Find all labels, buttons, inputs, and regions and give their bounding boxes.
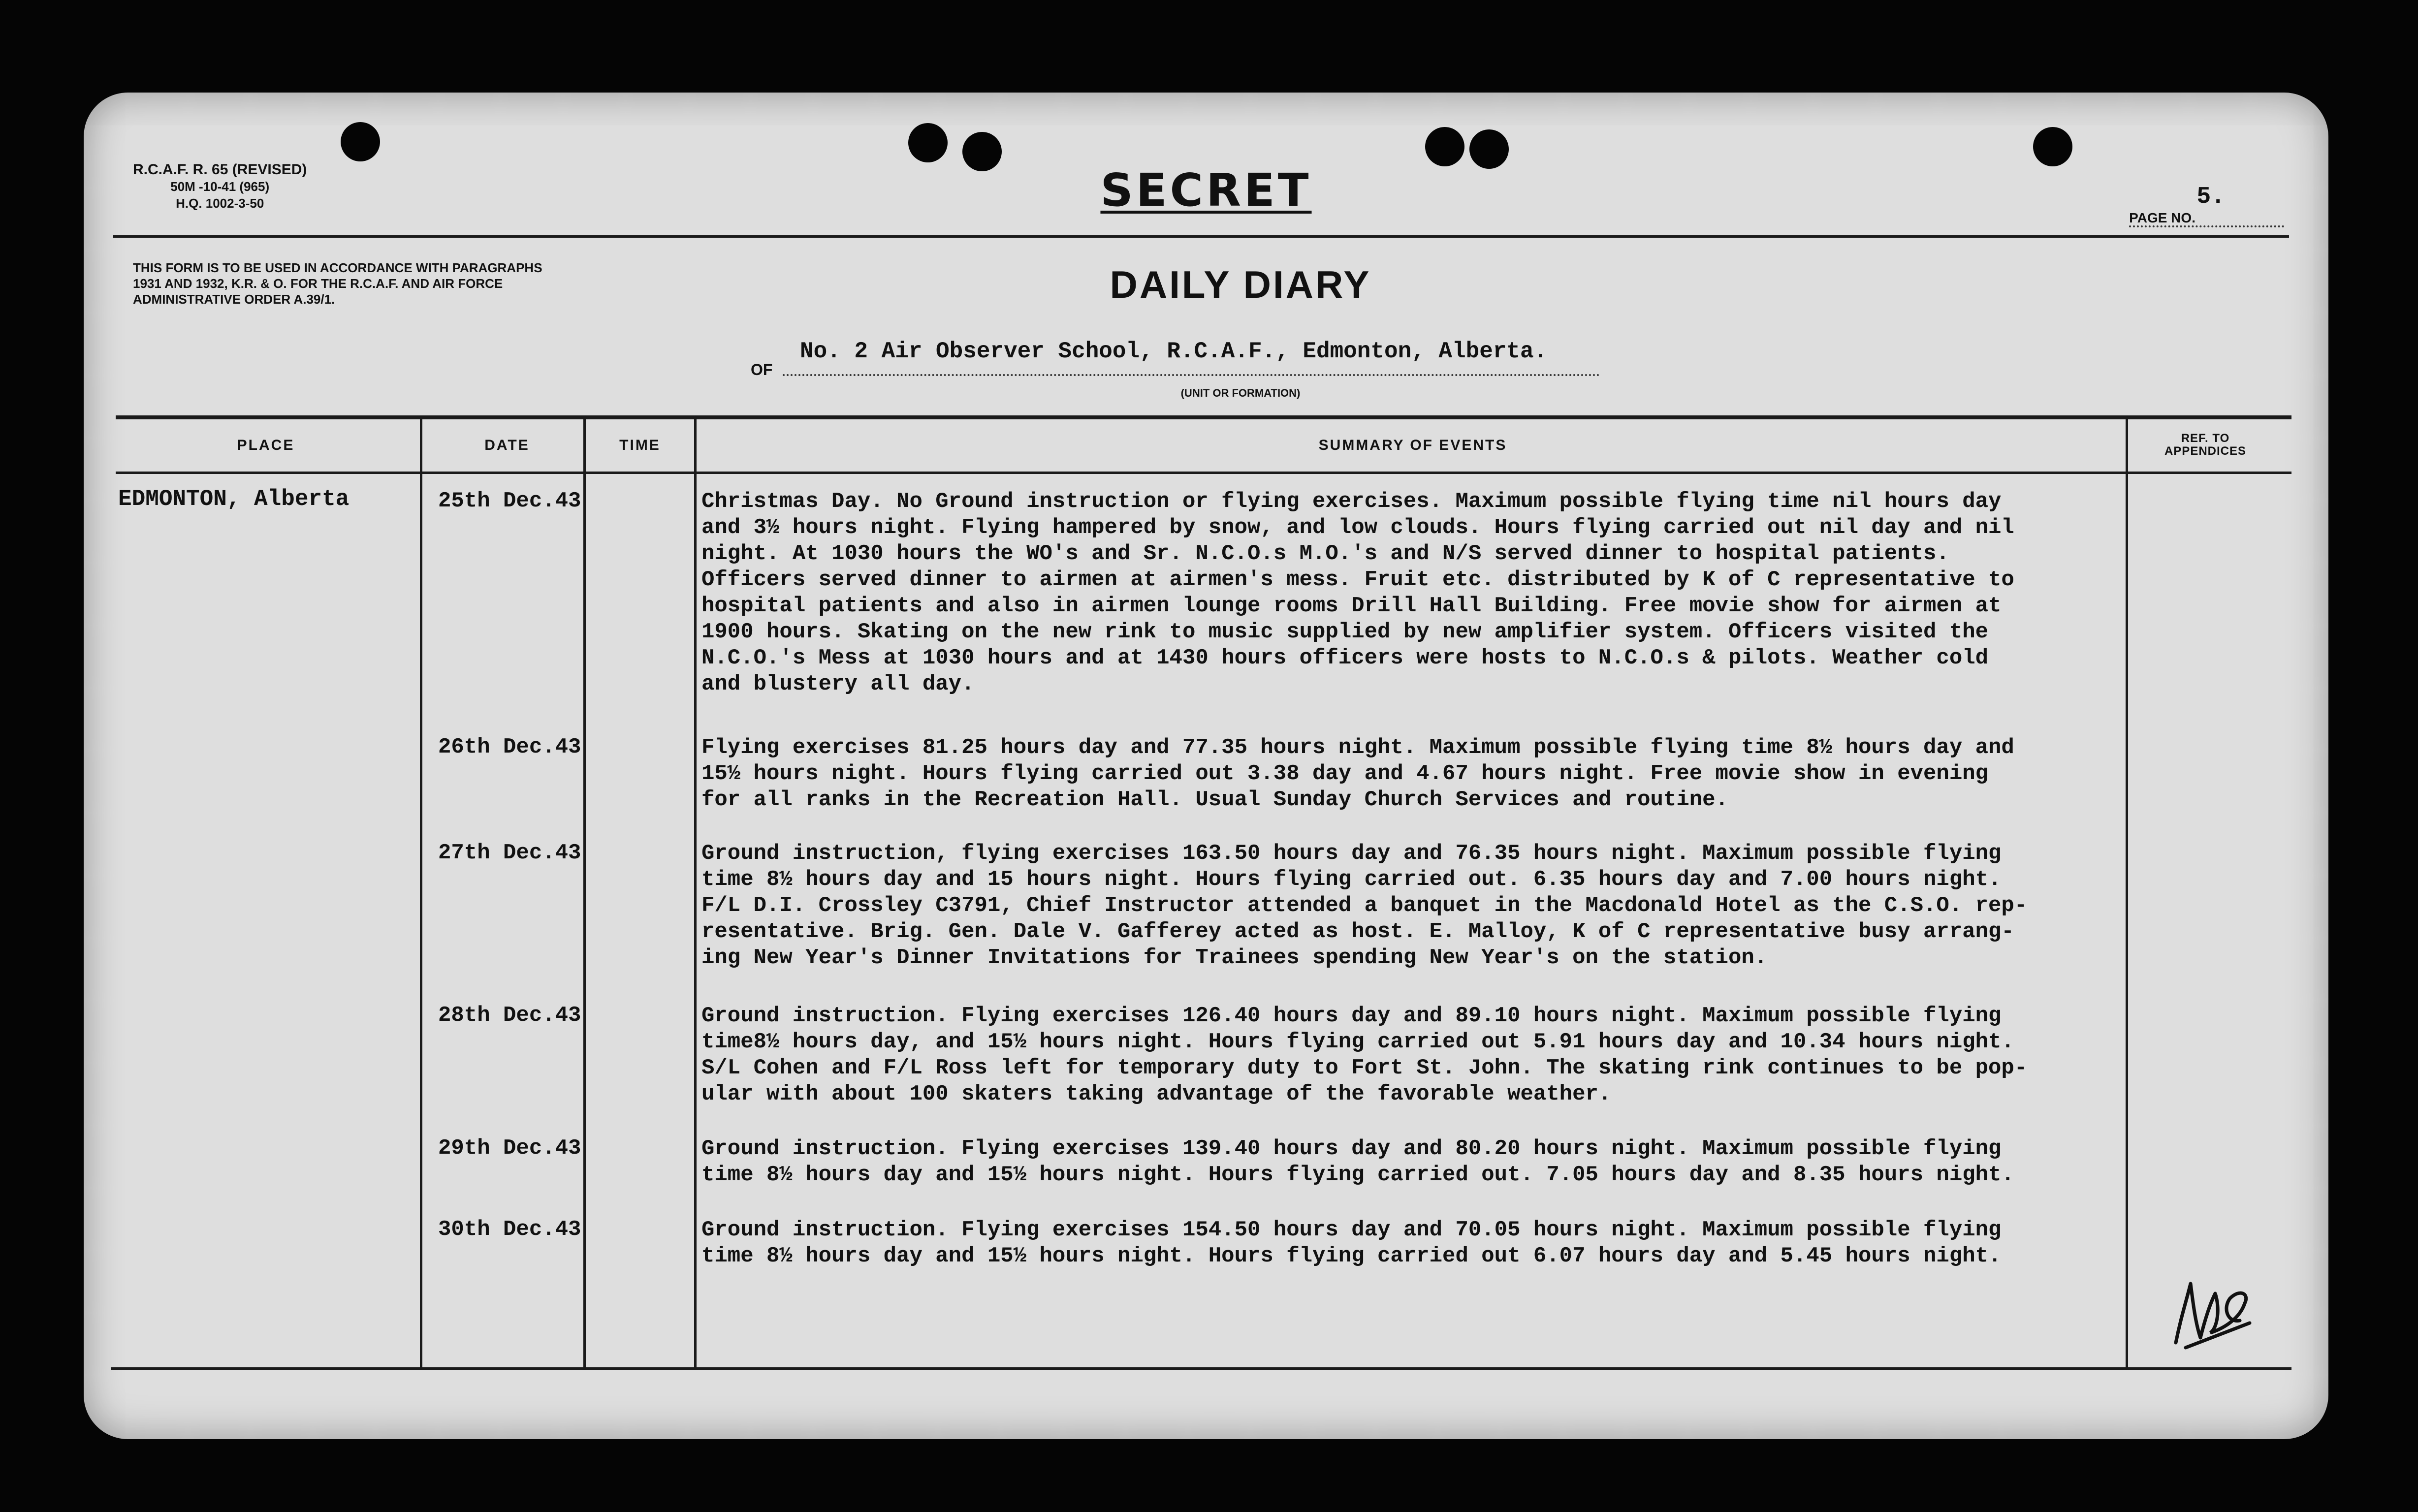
punch-hole xyxy=(962,132,1002,171)
entry-date: 28th Dec.43 xyxy=(438,1003,581,1028)
punch-hole xyxy=(2033,127,2072,166)
place-cell: EDMONTON, Alberta xyxy=(118,486,350,512)
page-number: 5. xyxy=(2196,184,2225,210)
entry-summary: Flying exercises 81.25 hours day and 77.35 hours night. Maximum possible flying time 8½ hours day and 15½ hours night. Hours flying carried out 3.38 day and 4.67 hours night. Free movie show in evening for all ranks in the Recreation Hall. Usual Sunday Church Services and routine. xyxy=(701,735,2014,812)
entry-summary: Ground instruction. Flying exercises 154.50 hours day and 70.05 hours night. Maximum possible flying time 8½ hours day and 15½ hours night. Hours flying carried out 6.07 hours day and 5.45 hours night. xyxy=(701,1218,2002,1268)
column-header-ref-line2: APPENDICES xyxy=(2164,444,2247,458)
entry-date: 27th Dec.43 xyxy=(438,841,581,865)
punch-hole xyxy=(341,122,380,161)
column-header-date: DATE xyxy=(484,437,530,453)
entry-date: 26th Dec.43 xyxy=(438,735,581,759)
entry-date: 25th Dec.43 xyxy=(438,489,581,513)
form-hq-code: H.Q. 1002-3-50 xyxy=(176,196,264,211)
entry-summary: Ground instruction, flying exercises 163.50 hours day and 76.35 hours night. Maximum possible flying time 8½ hours day and 15 hours night. Hours flying carried out. 6.35 hours day and 7.00 hours night. F/L D.I. Crossley C3791, Chief Instructor attended a banquet in the Macdonald Hotel as the C.S.O. rep- resentative. Brig. Gen. Dale V. Gafferey acted as host. E. Malloy, K of C representative busy arrang- ing New Year's Dinner Invitations for Trainees spending New Year's on the station. xyxy=(701,841,2028,970)
table-top-rule xyxy=(116,415,2291,419)
page-number-block xyxy=(2129,184,2284,226)
diary-page xyxy=(84,93,2328,1439)
column-divider-date xyxy=(583,417,586,1367)
header-divider xyxy=(113,235,2289,238)
column-header-rule xyxy=(116,472,2291,474)
of-label: OF xyxy=(751,361,773,378)
form-instructions: THIS FORM IS TO BE USED IN ACCORDANCE WITH PARAGRAPHS 1931 AND 1932, K.R. & O. FOR THE R.C.A.F. AND AIR FORCE ADMINISTRATIVE ORDER A.39/1. xyxy=(133,260,542,307)
column-header-ref xyxy=(2132,432,2279,458)
unit-name: No. 2 Air Observer School, R.C.A.F., Edmonton, Alberta. xyxy=(800,339,1548,364)
column-header-place: PLACE xyxy=(237,437,295,453)
entry-summary: Ground instruction. Flying exercises 126.40 hours day and 89.10 hours night. Maximum possible flying time8½ hours day, and 15½ hours night. Hours flying carried out 5.91 hours day and 10.34 hours night. S/L Cohen and F/L Ross left for temporary duty to Fort St. John. The skating rink continues to be pop- ular with about 100 skaters taking advantage of the favorable weather. xyxy=(701,1004,2028,1106)
page-title: DAILY DIARY xyxy=(1110,263,1371,306)
handwritten-initials xyxy=(2171,1274,2259,1353)
column-divider-place xyxy=(420,417,422,1367)
table-bottom-rule xyxy=(111,1367,2291,1370)
punch-hole xyxy=(908,123,948,162)
punch-hole xyxy=(1469,129,1509,169)
column-header-time: TIME xyxy=(619,437,661,453)
entry-summary: Ground instruction. Flying exercises 139.40 hours day and 80.20 hours night. Maximum possible flying time 8½ hours day and 15½ hours night. Hours flying carried out. 7.05 hours day and 8.35 hours night. xyxy=(701,1136,2014,1187)
punch-hole xyxy=(1425,127,1464,166)
entry-date: 29th Dec.43 xyxy=(438,1136,581,1161)
entry-summary: Christmas Day. No Ground instruction or flying exercises. Maximum possible flying time nil hours day and 3½ hours night. Flying hampered by snow, and low clouds. Hours flying carried out nil day and nil night. At 1030 hours the WO's and Sr. N.C.O.s M.O.'s and N/S served dinner to hospital patients. Officers served dinner to airmen at airmen's mess. Fruit etc. distributed by K of C representative to hospital patients and also in airmen lounge rooms Drill Hall Building. Free movie show for airmen at 1900 hours. Skating on the new rink to music supplied by new amplifier system. Officers visited the N.C.O.'s Mess at 1030 hours and at 1430 hours officers were hosts to N.C.O.s & pilots. Weather cold and blustery all day. xyxy=(701,489,2014,696)
form-identifier xyxy=(133,161,307,212)
column-header-ref-line1: REF. TO xyxy=(2181,432,2230,445)
page-number-label: PAGE NO. xyxy=(2129,210,2284,227)
entry-date: 30th Dec.43 xyxy=(438,1217,581,1242)
classification-stamp: SECRET xyxy=(1100,164,1312,217)
form-number: R.C.A.F. R. 65 (REVISED) xyxy=(133,161,307,178)
unit-caption: (UNIT OR FORMATION) xyxy=(1180,387,1301,399)
column-divider-time xyxy=(694,417,697,1367)
column-header-summary: SUMMARY OF EVENTS xyxy=(1318,437,1507,453)
form-print-code: 50M -10-41 (965) xyxy=(170,179,270,194)
